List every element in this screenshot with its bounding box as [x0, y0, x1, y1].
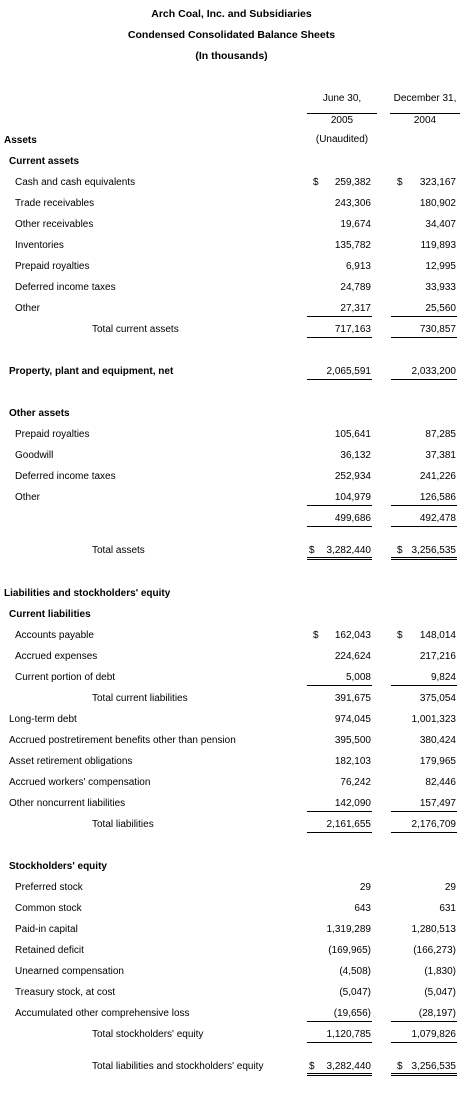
- dec-2004-value-cell: [391, 218, 457, 232]
- june-2005-value-cell: [307, 1060, 372, 1076]
- row-label: Assets: [4, 135, 37, 146]
- row-accrued-workers-compensation: [0, 776, 463, 792]
- row-accounts-payable: [0, 629, 463, 645]
- dollar-sign: $: [309, 545, 315, 556]
- amount: 2,176,709: [411, 819, 456, 830]
- amount: 29: [444, 882, 456, 893]
- june-2005-value-cell: [307, 302, 372, 317]
- row-label: Accrued workers' compensation: [9, 777, 151, 788]
- june-2005-value-cell: [307, 671, 372, 686]
- amount: 3,282,440: [326, 1061, 371, 1072]
- amount: 631: [439, 903, 456, 914]
- amount: 380,424: [419, 735, 456, 746]
- row-label: Treasury stock, at cost: [15, 987, 116, 998]
- row-label: Current liabilities: [9, 609, 91, 620]
- col1-unaudited-note: (Unaudited): [315, 134, 369, 145]
- row-asset-retirement-obligations: [0, 755, 463, 771]
- june-2005-value-cell: [307, 428, 372, 442]
- row-label: Total liabilities and stockholders' equity: [92, 1061, 264, 1072]
- row-paid-in-capital: [0, 923, 463, 939]
- row-label: Total current assets: [92, 324, 179, 335]
- row-label: Other: [15, 492, 41, 503]
- amount: 1,120,785: [326, 1029, 371, 1040]
- row-other: [0, 302, 463, 318]
- amount: (5,047): [339, 987, 371, 998]
- amount: 182,103: [334, 756, 371, 767]
- row-label: Accrued postretirement benefits other than pension: [9, 735, 236, 746]
- dollar-sign: $: [313, 630, 319, 641]
- amount: 180,902: [419, 198, 456, 209]
- amount: 492,478: [419, 513, 456, 524]
- row-label: Total liabilities: [92, 819, 154, 830]
- statement-title: Condensed Consolidated Balance Sheets: [127, 29, 336, 41]
- row-total-liabilities: [0, 818, 463, 834]
- row-common-stock: [0, 902, 463, 918]
- june-2005-value-cell: [307, 692, 372, 706]
- row-label: Asset retirement obligations: [9, 756, 133, 767]
- amount: 29: [359, 882, 371, 893]
- june-2005-value-cell: [307, 923, 372, 937]
- dec-2004-value-cell: [391, 323, 457, 338]
- dec-2004-value-cell: [391, 671, 457, 686]
- june-2005-value-cell: [307, 776, 372, 790]
- amount: 148,014: [419, 630, 456, 641]
- row-label: Other receivables: [15, 219, 94, 230]
- amount: 5,008: [345, 672, 371, 683]
- row-label: Deferred income taxes: [15, 471, 116, 482]
- amount: 1,319,289: [326, 924, 371, 935]
- dec-2004-value-cell: [391, 1007, 457, 1022]
- row-label: Total stockholders' equity: [92, 1029, 204, 1040]
- row-label: Deferred income taxes: [15, 282, 116, 293]
- june-2005-value-cell: [307, 512, 372, 527]
- amount: 6,913: [345, 261, 371, 272]
- june-2005-value-cell: [307, 629, 372, 643]
- amount: 162,043: [334, 630, 371, 641]
- amount: 217,216: [419, 651, 456, 662]
- row-current-portion-of-debt: [0, 671, 463, 687]
- col2-header-line1: December 31,: [393, 93, 457, 104]
- dec-2004-value-cell: [391, 797, 457, 812]
- row-cash-and-cash-equivalents: [0, 176, 463, 192]
- row-inventories: [0, 239, 463, 255]
- row-label: Current assets: [9, 156, 80, 167]
- amount: 19,674: [340, 219, 371, 230]
- amount: 259,382: [334, 177, 371, 188]
- row-label: Accumulated other comprehensive loss: [15, 1008, 190, 1019]
- amount: 717,163: [334, 324, 371, 335]
- amount: (169,965): [328, 945, 371, 956]
- dec-2004-value-cell: [391, 902, 457, 916]
- row-label: Other assets: [9, 408, 70, 419]
- col2-year: 2004: [413, 115, 437, 126]
- june-2005-value-cell: [307, 260, 372, 274]
- dollar-sign: $: [397, 545, 403, 556]
- row-label: Stockholders' equity: [9, 861, 107, 872]
- june-2005-value-cell: [307, 323, 372, 338]
- amount: 27,317: [340, 303, 371, 314]
- row-long-term-debt: [0, 713, 463, 729]
- amount: 34,407: [425, 219, 456, 230]
- june-2005-value-cell: [307, 197, 372, 211]
- row-label: Preferred stock: [15, 882, 83, 893]
- june-2005-value-cell: [307, 281, 372, 295]
- amount: 2,033,200: [411, 366, 456, 377]
- row-stockholders-equity: [0, 860, 463, 876]
- dec-2004-value-cell: [391, 449, 457, 463]
- june-2005-value-cell: [307, 365, 372, 380]
- june-2005-value-cell: [307, 986, 372, 1000]
- col1-header-line2: [307, 113, 377, 128]
- june-2005-value-cell: [307, 944, 372, 958]
- june-2005-value-cell: [307, 544, 372, 560]
- col1-header-line1: June 30,: [322, 93, 362, 104]
- row-goodwill: [0, 449, 463, 465]
- amount: 224,624: [334, 651, 371, 662]
- june-2005-value-cell: [307, 650, 372, 664]
- row-property-plant-and-equipment-net: [0, 365, 463, 381]
- dec-2004-value-cell: [391, 923, 457, 937]
- amount: (166,273): [413, 945, 456, 956]
- dec-2004-value-cell: [391, 176, 457, 190]
- row-total-assets: [0, 544, 463, 560]
- row-current-assets: [0, 155, 463, 171]
- row-label: Retained deficit: [15, 945, 84, 956]
- row-label: Unearned compensation: [15, 966, 124, 977]
- row-label: Goodwill: [15, 450, 54, 461]
- row-other-receivables: [0, 218, 463, 234]
- dec-2004-value-cell: [391, 428, 457, 442]
- dec-2004-value-cell: [391, 650, 457, 664]
- june-2005-value-cell: [307, 449, 372, 463]
- amount: 82,446: [425, 777, 456, 788]
- june-2005-value-cell: [307, 881, 372, 895]
- dec-2004-value-cell: [391, 818, 457, 833]
- dec-2004-value-cell: [391, 965, 457, 979]
- dec-2004-value-cell: [391, 470, 457, 484]
- dec-2004-value-cell: [391, 713, 457, 727]
- row-preferred-stock: [0, 881, 463, 897]
- dec-2004-value-cell: [391, 881, 457, 895]
- amount: 252,934: [334, 471, 371, 482]
- amount: 3,256,535: [411, 545, 456, 556]
- june-2005-value-cell: [307, 965, 372, 979]
- amount: 36,132: [340, 450, 371, 461]
- dec-2004-value-cell: [391, 197, 457, 211]
- amount: (28,197): [418, 1008, 456, 1019]
- dec-2004-value-cell: [391, 281, 457, 295]
- amount: (1,830): [424, 966, 456, 977]
- amount: 105,641: [334, 429, 371, 440]
- dollar-sign: $: [397, 1061, 403, 1072]
- amount: 241,226: [419, 471, 456, 482]
- amount: 1,280,513: [411, 924, 456, 935]
- row-prepaid-royalties: [0, 428, 463, 444]
- row-label: Prepaid royalties: [15, 261, 90, 272]
- row-other-assets: [0, 407, 463, 423]
- row-treasury-stock-at-cost: [0, 986, 463, 1002]
- amount: 119,893: [420, 240, 456, 251]
- amount: 12,995: [425, 261, 456, 272]
- amount: 2,065,591: [326, 366, 371, 377]
- row-prepaid-royalties: [0, 260, 463, 276]
- amount: 126,586: [419, 492, 456, 503]
- june-2005-value-cell: [307, 902, 372, 916]
- units-note: (In thousands): [195, 50, 268, 62]
- amount: 499,686: [334, 513, 371, 524]
- row-total-current-liabilities: [0, 692, 463, 708]
- amount: 157,497: [419, 798, 456, 809]
- row-total-liabilities-and-stockholders-equity: [0, 1060, 463, 1076]
- amount: 391,675: [334, 693, 371, 704]
- amount: 135,782: [334, 240, 371, 251]
- row-accrued-postretirement-benefits-other-than-pension: [0, 734, 463, 750]
- dec-2004-value-cell: [391, 944, 457, 958]
- row-accrued-expenses: [0, 650, 463, 666]
- amount: (5,047): [424, 987, 456, 998]
- company-name: Arch Coal, Inc. and Subsidiaries: [151, 8, 312, 20]
- amount: 37,381: [425, 450, 456, 461]
- row-retained-deficit: [0, 944, 463, 960]
- june-2005-value-cell: [307, 218, 372, 232]
- row-deferred-income-taxes: [0, 470, 463, 486]
- row-label: Current portion of debt: [15, 672, 116, 683]
- amount: 33,933: [425, 282, 456, 293]
- dec-2004-value-cell: [391, 692, 457, 706]
- amount: 3,282,440: [326, 545, 371, 556]
- amount: (19,656): [333, 1008, 371, 1019]
- amount: 24,789: [340, 282, 371, 293]
- amount: 76,242: [340, 777, 371, 788]
- row-label: Property, plant and equipment, net: [9, 366, 174, 377]
- row-label: Accounts payable: [15, 630, 94, 641]
- row-label: Total current liabilities: [92, 693, 188, 704]
- dec-2004-value-cell: [391, 986, 457, 1000]
- amount: 730,857: [419, 324, 456, 335]
- amount: 25,560: [425, 303, 456, 314]
- dec-2004-value-cell: [391, 776, 457, 790]
- row-other: [0, 491, 463, 507]
- row-label: Total assets: [92, 545, 145, 556]
- row-label: Common stock: [15, 903, 82, 914]
- dec-2004-value-cell: [391, 1060, 457, 1076]
- amount: 243,306: [334, 198, 371, 209]
- dollar-sign: $: [309, 1061, 315, 1072]
- dec-2004-value-cell: [391, 755, 457, 769]
- dollar-sign: $: [397, 630, 403, 641]
- amount: 643: [354, 903, 371, 914]
- june-2005-value-cell: [307, 176, 372, 190]
- row-liabilities-and-stockholders-equity: [0, 587, 463, 603]
- amount: 1,001,323: [411, 714, 456, 725]
- col2-header-line2: [390, 113, 460, 128]
- june-2005-value-cell: [307, 1028, 372, 1043]
- dec-2004-value-cell: [391, 491, 457, 506]
- dec-2004-value-cell: [391, 365, 457, 380]
- amount: 375,054: [419, 693, 456, 704]
- amount: 2,161,655: [326, 819, 371, 830]
- amount: 974,045: [334, 714, 371, 725]
- row-deferred-income-taxes: [0, 281, 463, 297]
- dollar-sign: $: [397, 177, 403, 188]
- row-other-noncurrent-liabilities: [0, 797, 463, 813]
- row-label: Accrued expenses: [15, 651, 98, 662]
- row-label: Cash and cash equivalents: [15, 177, 136, 188]
- row-label: Liabilities and stockholders' equity: [4, 588, 171, 599]
- row-total-current-assets: [0, 323, 463, 339]
- amount: 104,979: [334, 492, 371, 503]
- dec-2004-value-cell: [391, 302, 457, 317]
- amount: 87,285: [425, 429, 456, 440]
- amount: 3,256,535: [411, 1061, 456, 1072]
- row-label: Other: [15, 303, 41, 314]
- dec-2004-value-cell: [391, 260, 457, 274]
- june-2005-value-cell: [307, 1007, 372, 1022]
- june-2005-value-cell: [307, 755, 372, 769]
- row-label: Inventories: [15, 240, 64, 251]
- amount: (4,508): [339, 966, 371, 977]
- row-label: Prepaid royalties: [15, 429, 90, 440]
- amount: 395,500: [334, 735, 371, 746]
- dec-2004-value-cell: [391, 1028, 457, 1043]
- dollar-sign: $: [313, 177, 319, 188]
- amount: 1,079,826: [411, 1029, 456, 1040]
- june-2005-value-cell: [307, 734, 372, 748]
- row-trade-receivables: [0, 197, 463, 213]
- june-2005-value-cell: [307, 713, 372, 727]
- row-subtotal: [0, 512, 463, 528]
- june-2005-value-cell: [307, 239, 372, 253]
- row-unearned-compensation: [0, 965, 463, 981]
- june-2005-value-cell: [307, 491, 372, 506]
- row-accumulated-other-comprehensive-loss: [0, 1007, 463, 1023]
- row-assets: [0, 134, 463, 150]
- col1-year: 2005: [330, 115, 354, 126]
- june-2005-value-cell: [307, 818, 372, 833]
- row-label: Other noncurrent liabilities: [9, 798, 126, 809]
- june-2005-value-cell: [307, 470, 372, 484]
- row-label: Long-term debt: [9, 714, 77, 725]
- june-2005-value-cell: [307, 797, 372, 812]
- amount: 323,167: [419, 177, 456, 188]
- dec-2004-value-cell: [391, 239, 457, 253]
- row-total-stockholders-equity: [0, 1028, 463, 1044]
- row-current-liabilities: [0, 608, 463, 624]
- dec-2004-value-cell: [391, 512, 457, 527]
- row-label: Trade receivables: [15, 198, 95, 209]
- dec-2004-value-cell: [391, 629, 457, 643]
- amount: 9,824: [430, 672, 456, 683]
- dec-2004-value-cell: [391, 734, 457, 748]
- row-label: Paid-in capital: [15, 924, 78, 935]
- amount: 142,090: [334, 798, 371, 809]
- dec-2004-value-cell: [391, 544, 457, 560]
- amount: 179,965: [419, 756, 456, 767]
